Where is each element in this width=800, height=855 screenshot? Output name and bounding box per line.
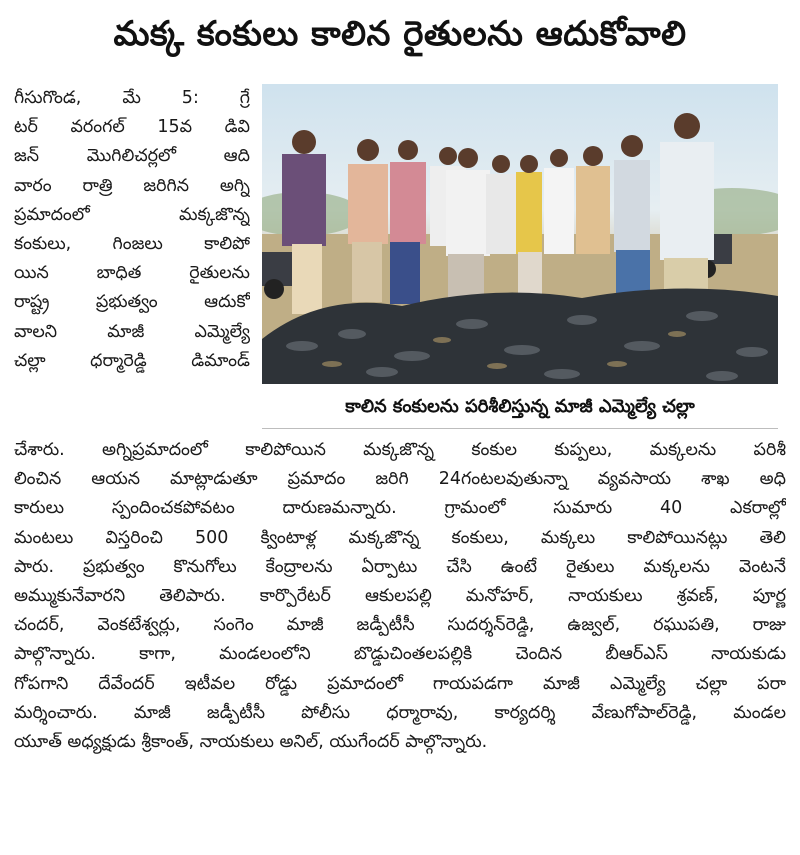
body-line: పాల్గొన్నారు. కాగా, మండలంలోని బొడ్డుచింతలపల్లికి చెందిన బీఆర్ఎస్ నాయకుడు	[14, 644, 786, 665]
photo-caption: కాలిన కంకులను పరిశీలిస్తున్న మాజీ ఎమ్మెల్యే చల్లా	[345, 396, 695, 417]
news-photo-illustration	[262, 84, 778, 384]
lead-line: రాష్ట్ర ప్రభుత్వం ఆదుకో	[14, 292, 250, 313]
lead-line: చల్లా ధర్మారెడ్డి డిమాండ్	[14, 350, 250, 371]
lead-line: ప్రమాదంలో మక్కజొన్న	[14, 204, 250, 225]
body-line: కారులు స్పందించకపోవటం దారుణమన్నారు. గ్రామంలో సుమారు 40 ఎకరాల్లో	[14, 498, 786, 519]
body-line: మర్శించారు. మాజీ జడ్పీటీసీ పోలీసు ధర్మారావు, కార్యదర్శి వేణుగోపాల్‌రెడ్డి, మండల	[14, 702, 786, 723]
body-line: పారు. ప్రభుత్వం కొనుగోలు కేంద్రాలను ఏర్పాటు చేసి ఉంటే రైతులు మక్కలను వెంటనే	[14, 556, 786, 577]
body-line: చేశారు. అగ్నిప్రమాదంలో కాలిపోయిన మక్కజొన్న కంకుల కుప్పలు, మక్కలను పరిశీ	[14, 440, 786, 460]
lead-line: టర్ వరంగల్ 15వ డివి	[14, 117, 250, 138]
body-line: మంటలు విస్తరించి 500 క్వింటాళ్ల మక్కజొన్న కంకులు, మక్కలు కాలిపోయినట్లు తెలి	[14, 527, 786, 548]
body-line: యూత్ అధ్యక్షుడు శ్రీకాంత్, నాయకులు అనిల్, యుగేందర్ పాల్గొన్నారు.	[14, 731, 488, 752]
body-line: చందర్, వెంకటేశ్వర్లు, సంగెం మాజీ జడ్పీటీసీ సుదర్శన్‌రెడ్డి, ఉజ్వల్, రఘుపతి, రాజు	[14, 615, 786, 636]
lead-line: వారం రాత్రి జరిగిన అగ్ని	[14, 175, 250, 196]
lead-line: వాలని మాజీ ఎమ్మెల్యే	[14, 321, 250, 342]
cropped-next-line	[150, 846, 650, 855]
body-line: అమ్ముకునేవారని తెలిపారు. కార్పొరేటర్ ఆకులపల్లి మనోహర్, నాయకులు శ్రవణ్, పూర్ణ	[14, 585, 786, 606]
body-line: లించిన ఆయన మాట్లాడుతూ ప్రమాదం జరిగి 24గంటలవుతున్నా వ్యవసాయ శాఖ అధి	[14, 469, 786, 490]
article-headline: మక్క కంకులు కాలిన రైతులను ఆదుకోవాలి	[113, 14, 687, 54]
news-photo	[262, 84, 778, 384]
caption-divider	[262, 428, 778, 429]
lead-line: గీసుగొండ, మే 5: గ్రే	[14, 88, 250, 108]
lead-line: యిన బాధిత రైతులను	[14, 263, 250, 284]
article-lead-column	[14, 84, 250, 376]
lead-line: జన్ మొగిలిచర్లలో ఆది	[14, 146, 250, 167]
lead-line: కంకులు, గింజలు కాలిపో	[14, 233, 250, 254]
body-line: గోపగాని దేవేందర్ ఇటీవల రోడ్డు ప్రమాదంలో గాయపడగా మాజీ ఎమ్మెల్యే చల్లా పరా	[14, 673, 786, 694]
article-body	[14, 436, 786, 757]
